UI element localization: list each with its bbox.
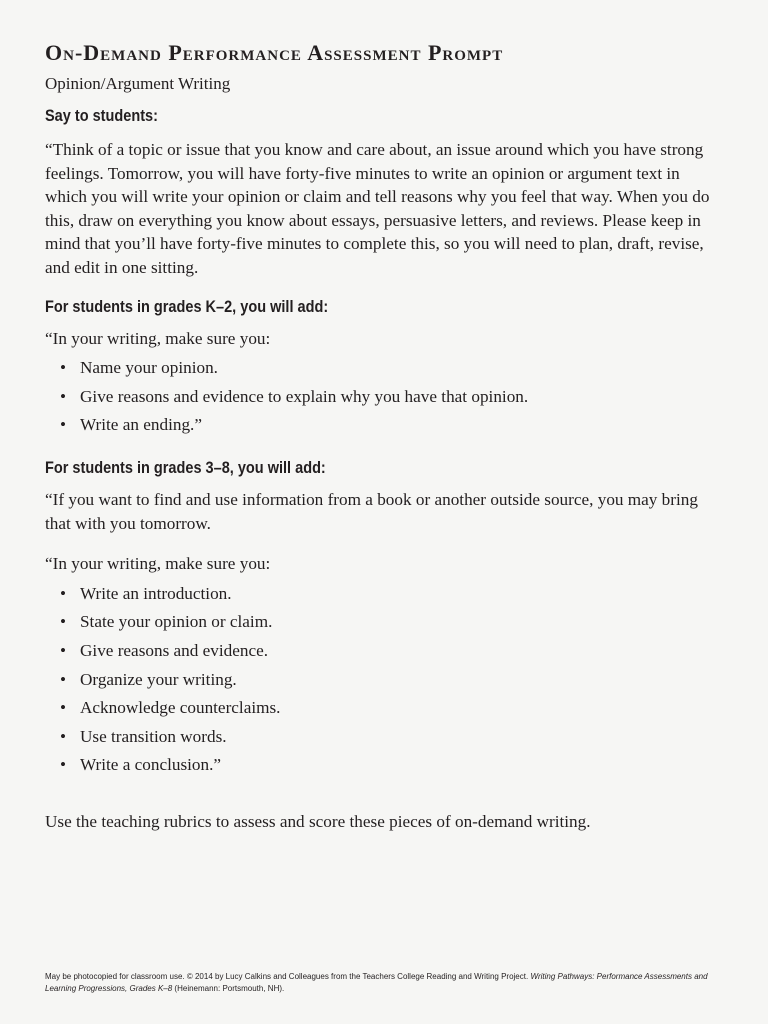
bullet-icon: • xyxy=(60,583,67,603)
bullet-icon: • xyxy=(60,640,67,660)
bullet-icon: • xyxy=(60,358,67,378)
bullet-icon: • xyxy=(60,386,67,406)
list-item: • Use transition words. xyxy=(45,723,725,752)
copyright-footer xyxy=(45,971,725,995)
list-item: • Write an ending.” xyxy=(45,411,725,440)
bullet-icon: • xyxy=(60,726,67,746)
list-item: • Write a conclusion.” xyxy=(45,751,725,780)
bullet-icon: • xyxy=(60,415,67,435)
list-item: • Write an introduction. xyxy=(45,580,725,609)
page-title: On-Demand Performance Assessment Prompt xyxy=(45,40,504,65)
list-item: • Organize your writing. xyxy=(45,666,725,695)
k2-lead: “In your writing, make sure you: xyxy=(45,328,271,348)
list-item: • Give reasons and evidence to explain why you have that opinion. xyxy=(45,383,725,412)
g38-lead: “In your writing, make sure you: xyxy=(45,554,271,574)
bullet-icon: • xyxy=(60,698,67,718)
k2-heading: For students in grades K–2, you will add: xyxy=(45,297,329,316)
g38-list xyxy=(45,580,725,780)
list-item: • State your opinion or claim. xyxy=(45,608,725,637)
document-page xyxy=(45,40,725,833)
g38-source-note: “If you want to find and use information from a book or another outside source, you may bring that with you tomorrow. xyxy=(45,489,698,533)
say-paragraph: “Think of a topic or issue that you know and care about, an issue around which you have strong feelings. Tomorrow, you will have forty-five minutes to write an opinion or argument text in which you will write your opinion or claim and tell reasons why you feel that way. When you do this, draw on everything you know about essays, persuasive letters, and reviews. Please keep in mind that you’ll have forty-five minutes to complete this, so you will need to plan, draft, revise, and edit in one sitting. xyxy=(45,140,710,277)
say-heading: Say to students: xyxy=(45,107,158,125)
bullet-icon: • xyxy=(60,669,67,689)
g38-heading: For students in grades 3–8, you will add: xyxy=(45,458,326,477)
closing-note: Use the teaching rubrics to assess and score these pieces of on-demand writing. xyxy=(45,811,591,831)
footer-publisher: (Heinemann: Portsmouth, NH). xyxy=(174,984,285,993)
footer-copyright-text: May be photocopied for classroom use. © 2014 by Lucy Calkins and Colleagues from the Teachers College Reading and Writing Project. xyxy=(45,972,529,981)
page-subtitle: Opinion/Argument Writing xyxy=(45,74,231,93)
bullet-icon: • xyxy=(60,755,67,775)
list-item: • Give reasons and evidence. xyxy=(45,637,725,666)
bullet-icon: • xyxy=(60,612,67,632)
list-item: • Acknowledge counterclaims. xyxy=(45,694,725,723)
footer-book-title: Writing Pathways: Performance Assessments and Learning Progressions, Grades K–8 xyxy=(45,972,708,993)
list-item: • Name your opinion. xyxy=(45,354,725,383)
k2-list xyxy=(45,354,725,440)
